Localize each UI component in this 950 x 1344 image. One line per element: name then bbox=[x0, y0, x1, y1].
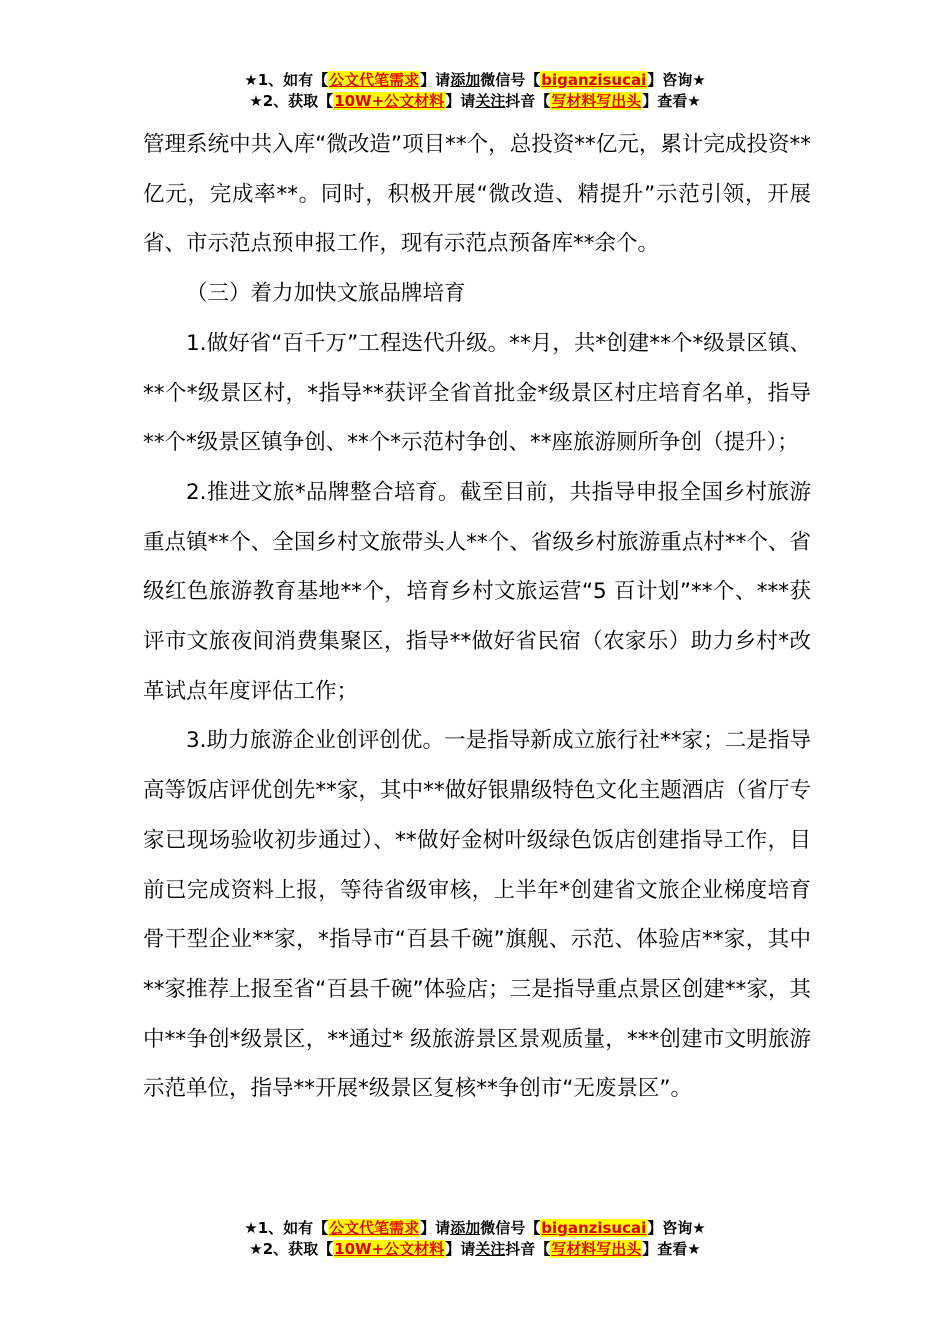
promo-1-highlight-wechat: biganzisucai bbox=[541, 71, 647, 89]
paragraph-item-2: 2.推进文旅*品牌整合培育。截至目前，共指导申报全国乡村旅游重点镇**个、全国乡村文旅带头人**个、省级乡村旅游重点村**个、省级红色旅游教育基地**个，培育乡村文旅运营“5 百计划”**个、***获评市文旅夜间消费集聚区，指导**做好省民宿（农家乐）助力乡村*改革试点年度评估工作； bbox=[143, 479, 811, 704]
footer-promo-banner bbox=[0, 1218, 950, 1260]
promo-2-highlight-douyin: 写材料写出头 bbox=[551, 92, 642, 110]
promo-1-highlight-service: 公文代笔需求 bbox=[329, 71, 420, 89]
promo-2-suffix: 】查看★ bbox=[642, 92, 701, 110]
promo-2-suffix: 】查看★ bbox=[642, 1240, 701, 1258]
paragraph-item-3: 3.助力旅游企业创评创优。一是指导新成立旅行社**家；二是指导高等饭店评优创先**家，其中**做好银鼎级特色文化主题酒店（省厅专家已现场验收初步通过）、**做好金树叶级绿色饭店创建指导工作，目前已完成资料上报，等待省级审核，上半年*创建省文旅企业梯度培育骨干型企业**家，*指导市“百县千碗”旗舰、示范、体验店**家，其中**家推荐上报至省“百县千碗”体验店；三是指导重点景区创建**家，其中**争创*级景区，**通过* 级旅游景区景观质量，***创建市文明旅游示范单位，指导**开展*级景区复核**争创市“无废景区”。 bbox=[143, 728, 811, 1102]
promo-1-mid2: 微信号【 bbox=[480, 71, 541, 89]
promo-2-mid: 】请 bbox=[445, 1240, 476, 1258]
promo-2-mid: 】请 bbox=[445, 92, 476, 110]
promo-1-underlined: 添加 bbox=[450, 1219, 481, 1237]
promo-line-2 bbox=[0, 1239, 950, 1260]
promo-2-mid2: 抖音【 bbox=[505, 1240, 551, 1258]
promo-2-highlight-materials: 10W+公文材料 bbox=[334, 92, 445, 110]
promo-2-prefix: ★2、获取【 bbox=[249, 92, 334, 110]
promo-1-mid: 】请 bbox=[420, 1219, 451, 1237]
promo-1-mid: 】请 bbox=[420, 71, 451, 89]
paragraph-micro-renovation: 管理系统中共入库“微改造”项目**个，总投资**亿元，累计完成投资**亿元，完成率**。同时，积极开展“微改造、精提升”示范引领，开展省、市示范点预申报工作，现有示范点预备库**余个。 bbox=[143, 132, 811, 257]
promo-1-underlined: 添加 bbox=[450, 71, 481, 89]
section-heading-brand-cultivation: （三）着力加快文旅品牌培育 bbox=[186, 281, 466, 307]
header-promo-banner bbox=[0, 70, 950, 112]
promo-1-suffix: 】咨询★ bbox=[647, 1219, 706, 1237]
promo-1-highlight-service: 公文代笔需求 bbox=[329, 1219, 420, 1237]
paragraph-item-1: 1.做好省“百千万”工程迭代升级。**月，共*创建**个*级景区镇、**个*级景区村，*指导**获评全省首批金*级景区村庄培育名单，指导**个*级景区镇争创、**个*示范村争创、**座旅游厕所争创（提升）； bbox=[143, 330, 811, 456]
promo-1-mid2: 微信号【 bbox=[480, 1219, 541, 1237]
promo-2-highlight-materials: 10W+公文材料 bbox=[334, 1240, 445, 1258]
promo-2-prefix: ★2、获取【 bbox=[249, 1240, 334, 1258]
promo-1-prefix: ★1、如有【 bbox=[244, 1219, 329, 1237]
promo-1-suffix: 】咨询★ bbox=[647, 71, 706, 89]
promo-2-mid2: 抖音【 bbox=[505, 92, 551, 110]
promo-1-highlight-wechat: biganzisucai bbox=[541, 1219, 647, 1237]
promo-2-highlight-douyin: 写材料写出头 bbox=[551, 1240, 642, 1258]
document-body bbox=[143, 120, 811, 1114]
promo-line-1 bbox=[0, 1218, 950, 1239]
promo-line-1 bbox=[0, 70, 950, 91]
promo-2-underlined: 关注 bbox=[475, 1240, 506, 1258]
promo-line-2 bbox=[0, 91, 950, 112]
promo-2-underlined: 关注 bbox=[475, 92, 506, 110]
promo-1-prefix: ★1、如有【 bbox=[244, 71, 329, 89]
